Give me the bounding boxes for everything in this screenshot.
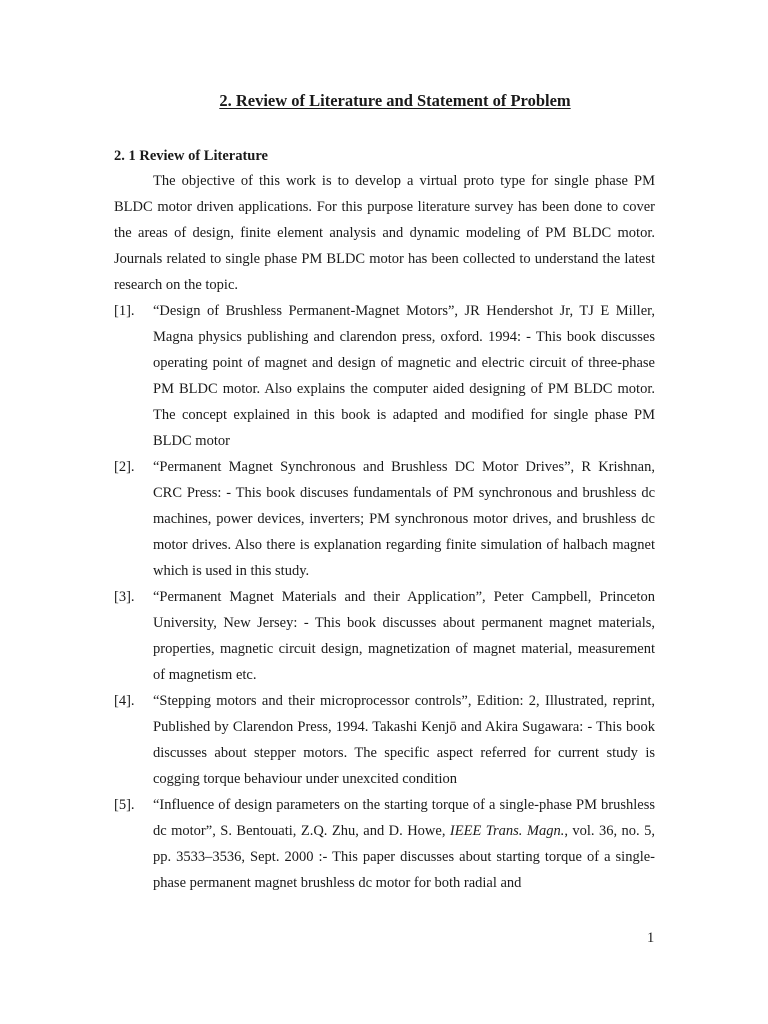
reference-text xyxy=(153,797,655,891)
reference-number: [5]. xyxy=(114,797,135,813)
section-heading: 2. 1 Review of Literature xyxy=(114,148,268,164)
reference-text: “Design of Brushless Permanent-Magnet Motors”, JR Hendershot Jr, TJ E Miller, Magna physics publishing and clarendon press, oxford. 1994: - This book discusses operating point of magnet and design of magnetic and electric circuit of three-phase PM BLDC motor. Also explains the computer aided designing of PM BLDC motor. The concept explained in this book is adapted and modified for single phase PM BLDC motor xyxy=(153,303,655,449)
reference-number: [3]. xyxy=(114,589,135,605)
reference-text: “Permanent Magnet Materials and their Application”, Peter Campbell, Princeton University, New Jersey: - This book discusses about permanent magnet materials, properties, magnetic circuit design, magnetization of magnet material, measurement of magnetism etc. xyxy=(153,589,655,683)
reference-text-start: “Influence of design parameters on the starting torque of a single-phase PM brushless dc motor”, S. Bentouati, Z.Q. Zhu, and D. Howe, xyxy=(153,797,655,839)
reference-item-4 xyxy=(114,688,655,792)
reference-list xyxy=(114,298,655,896)
journal-name: IEEE Trans. Magn. xyxy=(449,823,565,839)
reference-item-1 xyxy=(114,298,655,454)
reference-number: [1]. xyxy=(114,303,135,319)
reference-item-5 xyxy=(114,792,655,896)
reference-number: [4]. xyxy=(114,693,135,709)
reference-text-end: , vol. 36, no. 5, pp. 3533–3536, Sept. 2000 :- This paper discusses about starting torque of a single-phase permanent magnet brushless dc motor for both radial and xyxy=(153,823,656,891)
reference-text: “Permanent Magnet Synchronous and Brushless DC Motor Drives”, R Krishnan, CRC Press: - This book discuses fundamentals of PM synchronous and brushless dc machines, power devices, inverters; PM synchronous motor drives, and brushless dc motor drives. Also there is explanation regarding finite simulation of halbach magnet which is used in this study. xyxy=(153,459,655,579)
page-number: 1 xyxy=(647,930,655,946)
reference-item-2 xyxy=(114,454,655,584)
intro-paragraph: The objective of this work is to develop a virtual proto type for single phase PM BLDC motor driven applications. For this purpose literature survey has been done to cover the areas of design, finite element analysis and dynamic modeling of PM BLDC motor. Journals related to single phase PM BLDC motor has been collected to understand the latest research on the topic. xyxy=(114,173,655,293)
reference-text: “Stepping motors and their microprocessor controls”, Edition: 2, Illustrated, reprint, Published by Clarendon Press, 1994. Takashi Kenjō and Akira Sugawara: - This book discusses about stepper motors. The specific aspect referred for current study is cogging torque behaviour under unexcited condition xyxy=(153,693,655,787)
reference-number: [2]. xyxy=(114,459,135,475)
reference-item-3 xyxy=(114,584,655,688)
chapter-title: 2. Review of Literature and Statement of Problem xyxy=(219,91,571,110)
